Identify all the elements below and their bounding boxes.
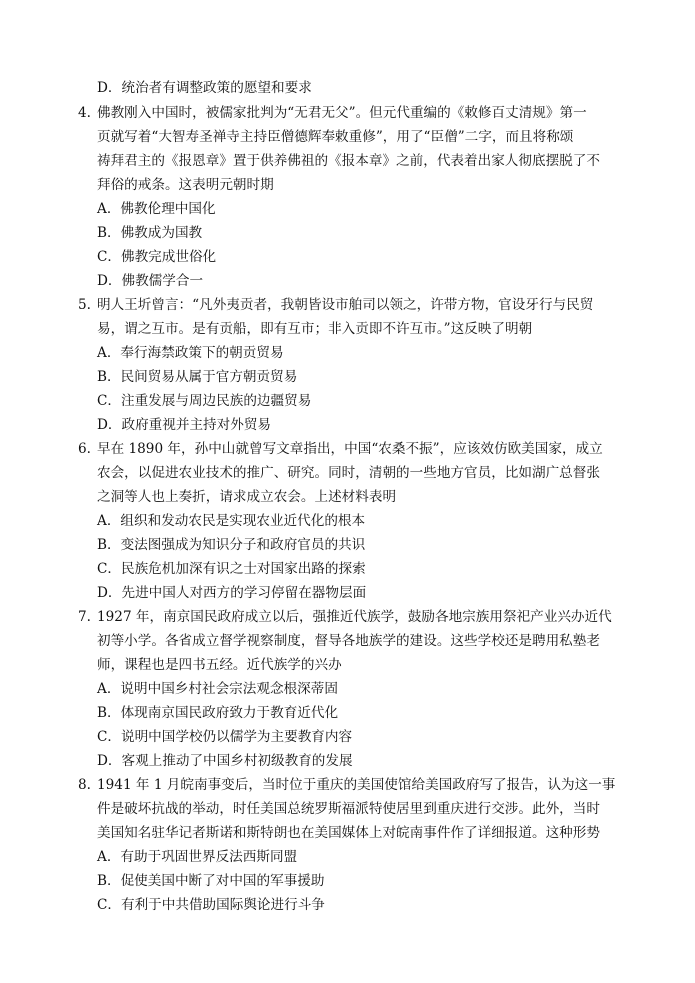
q6-option-b: B．变法图强成为知识分子和政府官员的共识 [97,537,366,553]
q5-number: 5. [78,297,91,313]
q6-stem-line-3: 之洞等人也上奏折，请求成立农会。上述材料表明 [97,489,397,505]
q4-stem-line-3: 祷拜君主的《报恩章》置于供养佛祖的《报本章》之前，代表着出家人彻底摆脱了不 [97,153,600,169]
q5-option-a: A．奉行海禁政策下的朝贡贸易 [97,345,284,361]
q4-option-d: D．佛教儒学合一 [97,273,204,289]
q8-number: 8. [78,777,91,793]
q6-stem-line-2: 农会，以促进农业技术的推广、研究。同时，清朝的一些地方官员，比如湖广总督张 [97,465,600,481]
q4-stem-line-2: 页就写着“大智寿圣禅寺主持臣僧德辉奉敕重修”，用了“臣僧”二字，而且将称颂 [97,129,574,145]
q6-option-d: D．先进中国人对西方的学习停留在器物层面 [97,585,367,601]
q5-option-c: C．注重发展与周边民族的边疆贸易 [97,393,312,409]
q7-option-a: A．说明中国乡村社会宗法观念根深蒂固 [97,681,338,697]
q4-number: 4. [78,105,91,121]
q7-number: 7. [78,609,91,625]
q3-option-d: D．统治者有调整政策的愿望和要求 [97,80,312,96]
q7-stem-line-1: 1927 年，南京国民政府成立以后，强推近代族学，鼓励各地宗族用祭祀产业兴办近代 [97,609,612,625]
q7-option-d: D．客观上推动了中国乡村初级教育的发展 [97,753,353,769]
q4-stem-line-1: 佛教刚入中国时，被儒家批判为“无君无父”。但元代重编的《敕修百丈清规》第一 [97,105,587,121]
q6-option-c: C．民族危机加深有识之士对国家出路的探索 [97,561,366,577]
q6-option-a: A．组织和发动农民是实现农业近代化的根本 [97,513,366,529]
q7-stem-line-3: 师，课程也是四书五经。近代族学的兴办 [97,657,342,673]
q7-option-c: C．说明中国学校仍以儒学为主要教育内容 [97,729,353,745]
q4-option-b: B．佛教成为国教 [97,225,203,241]
q8-option-c: C．有利于中共借助国际舆论进行斗争 [97,897,325,913]
q6-stem-line-1: 早在 1890 年，孙中山就曾写文章指出，中国“农桑不振”，应该效仿欧美国家，成立 [97,441,603,457]
q7-option-b: B．体现南京国民政府致力于教育近代化 [97,705,339,721]
q8-stem-line-1: 1941 年 1 月皖南事变后，当时位于重庆的美国使馆给美国政府写了报告，认为这一事 [97,777,616,793]
q6-number: 6. [78,441,91,457]
q8-stem-line-3: 美国知名驻华记者斯诺和斯特朗也在美国媒体上对皖南事件作了详细报道。这种形势 [97,825,600,841]
q4-option-c: C．佛教完成世俗化 [97,249,217,265]
q5-stem-line-1: 明人王圻曾言：“凡外夷贡者，我朝皆设市舶司以领之，许带方物，官设牙行与民贸 [97,297,594,313]
q8-option-a: A．有助于巩固世界反法西斯同盟 [97,849,298,865]
q4-stem-line-4: 拜俗的戒条。这表明元朝时期 [97,177,274,193]
q4-option-a: A．佛教伦理中国化 [97,201,216,217]
q5-option-b: B．民间贸易从属于官方朝贡贸易 [97,369,298,385]
q5-stem-line-2: 易，谓之互市。是有贡船，即有互市；非入贡即不许互市。”这反映了明朝 [97,321,533,337]
q5-option-d: D．政府重视并主持对外贸易 [97,417,272,433]
q8-stem-line-2: 件是破坏抗战的举动，时任美国总统罗斯福派特使居里到重庆进行交涉。此外，当时 [97,801,600,817]
q7-stem-line-2: 初等小学。各省成立督学视察制度，督导各地族学的建设。这些学校还是聘用私塾老 [97,633,600,649]
q8-option-b: B．促使美国中断了对中国的军事援助 [97,873,325,889]
